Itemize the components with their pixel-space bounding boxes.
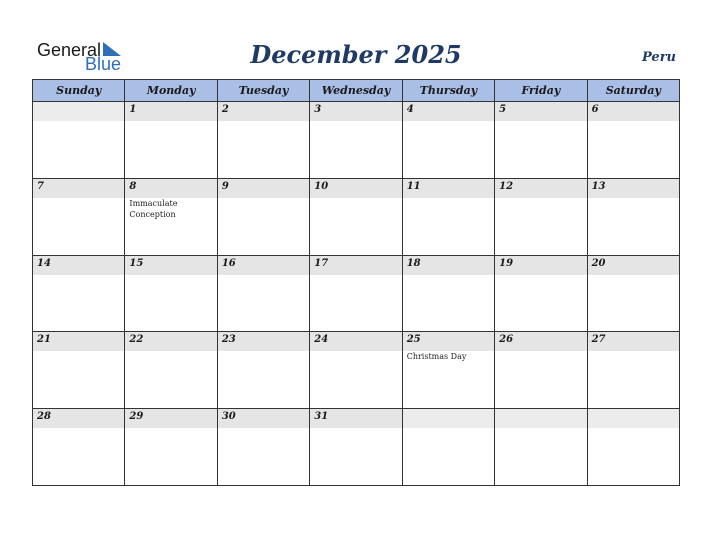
day-cell [588, 409, 680, 486]
day-cell [310, 332, 402, 409]
holiday-label: Immaculate Conception [129, 198, 178, 219]
day-cell [125, 409, 217, 486]
day-cell [125, 179, 217, 256]
day-number: 6 [591, 104, 599, 115]
day-cell-band [125, 102, 216, 121]
day-cell [403, 256, 495, 333]
day-cell [588, 179, 680, 256]
day-number: 19 [499, 257, 514, 269]
day-cell [125, 256, 217, 333]
weekday-header: Monday [125, 80, 217, 102]
day-cell [218, 256, 310, 333]
day-cell [403, 102, 495, 179]
logo-blue-text: Blue [85, 54, 122, 74]
day-cell-band [495, 409, 586, 428]
day-cell-band [403, 102, 494, 121]
day-cell [495, 332, 587, 409]
day-number: 22 [129, 334, 144, 346]
day-cell-band [218, 102, 309, 121]
day-number: 12 [499, 180, 514, 192]
day-number: 7 [37, 180, 44, 192]
day-cell [33, 179, 125, 256]
day-number: 1 [129, 104, 137, 115]
day-cell [125, 332, 217, 409]
day-cell [495, 409, 587, 486]
day-cell-band [125, 179, 216, 198]
day-number: 31 [314, 411, 329, 423]
day-cell [125, 102, 217, 179]
day-cell [33, 102, 125, 179]
day-number: 16 [221, 257, 236, 269]
day-cell-band [588, 102, 679, 121]
day-cell [33, 332, 125, 409]
day-cell [588, 102, 680, 179]
day-cell [403, 409, 495, 486]
day-cell [495, 256, 587, 333]
day-number: 20 [591, 257, 606, 269]
day-number: 3 [314, 104, 322, 115]
weekday-header: Friday [495, 80, 587, 102]
day-number: 15 [129, 257, 144, 269]
day-cell [403, 332, 495, 409]
day-cell [495, 179, 587, 256]
day-number: 21 [37, 334, 51, 346]
day-cell [310, 409, 402, 486]
day-cell [310, 179, 402, 256]
day-cell-band [218, 179, 309, 198]
day-number: 10 [314, 180, 329, 192]
day-cell [218, 332, 310, 409]
day-cell [495, 102, 587, 179]
day-cell [403, 179, 495, 256]
day-number: 26 [499, 334, 514, 346]
country-label: Peru [642, 50, 676, 65]
day-number: 11 [406, 180, 421, 192]
day-cell [33, 409, 125, 486]
day-cell [588, 332, 680, 409]
day-cell-band [588, 409, 679, 428]
day-cell-band [495, 102, 586, 121]
day-number: 28 [37, 411, 51, 423]
day-number: 5 [499, 104, 507, 115]
day-number: 4 [406, 104, 414, 115]
day-number: 17 [314, 257, 329, 269]
weekday-header: Wednesday [310, 80, 402, 102]
day-number: 25 [406, 334, 421, 346]
day-number: 30 [221, 411, 236, 423]
calendar-title: December 2025 [250, 40, 462, 69]
day-cell [310, 256, 402, 333]
day-cell [218, 102, 310, 179]
day-number: 27 [591, 334, 606, 346]
day-number: 18 [406, 257, 421, 269]
day-number: 29 [129, 411, 144, 423]
weekday-header: Sunday [33, 80, 125, 102]
day-cell [218, 179, 310, 256]
day-cell [218, 409, 310, 486]
weekday-header: Tuesday [218, 80, 310, 102]
day-number: 23 [221, 334, 236, 346]
holiday-label: Christmas Day [406, 352, 467, 362]
day-cell-band [33, 179, 124, 198]
calendar-grid [32, 79, 680, 486]
day-number: 13 [591, 180, 606, 192]
weekday-header: Saturday [588, 80, 680, 102]
day-cell-band [310, 102, 401, 121]
day-cell [588, 256, 680, 333]
day-cell-band [403, 409, 494, 428]
weekday-header: Thursday [403, 80, 495, 102]
day-cell-band [33, 102, 124, 121]
day-number: 14 [37, 257, 51, 269]
day-cell [33, 256, 125, 333]
day-number: 2 [221, 104, 229, 115]
day-number: 24 [314, 334, 329, 346]
day-number: 9 [221, 180, 229, 192]
day-number: 8 [129, 180, 137, 192]
logo-general-text: General [37, 40, 102, 60]
day-cell [310, 102, 402, 179]
